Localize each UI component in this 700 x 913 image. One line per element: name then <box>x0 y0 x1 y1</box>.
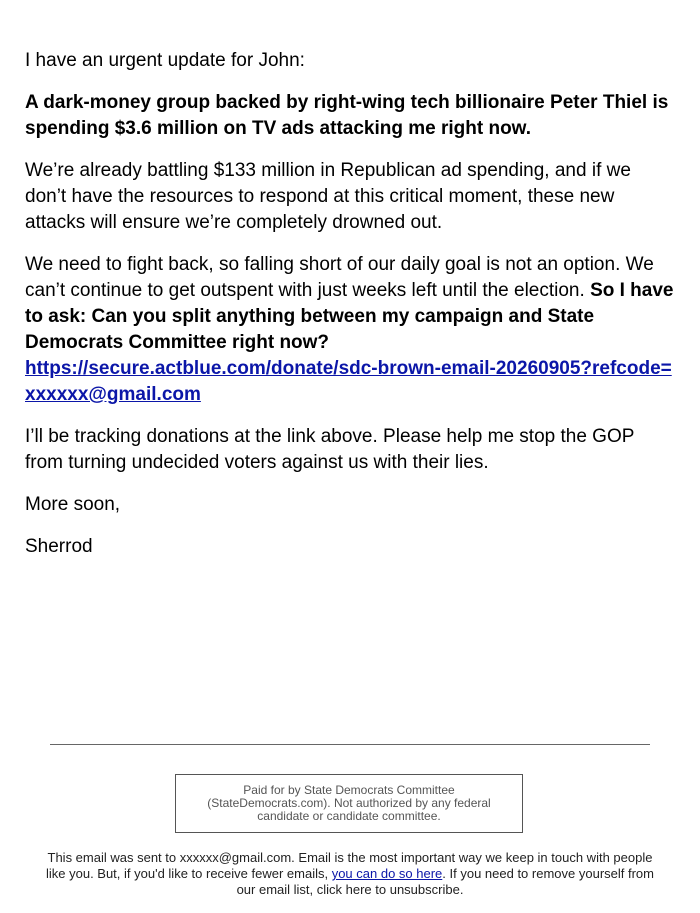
sent-to-middle: . Email is the most important way we keep in touch with people like you. But, if you'd like to receive fewer emails, <box>45 850 653 881</box>
signoff: More soon, <box>25 494 121 515</box>
signature: Sherrod <box>25 536 93 557</box>
paid-for-disclaimer <box>175 774 523 833</box>
paragraph-resources: We’re already battling $133 million in Republican ad spending, and if we don’t have the resources to respond at this critical moment, these new attacks will ensure we’re completely drowned out. <box>25 160 631 233</box>
paragraph-fight-back <box>25 252 675 408</box>
footer-divider <box>50 744 650 745</box>
headline: A dark-money group backed by right-wing tech billionaire Peter Thiel is spending $3.6 million on TV ads attacking me right now. <box>25 92 669 139</box>
donate-link[interactable]: https://secure.actblue.com/donate/sdc-brown-email-20260905?refcode=xxxxxx@gmail.com <box>25 358 672 405</box>
greeting: I have an urgent update for John: <box>25 50 305 71</box>
email-body <box>25 48 675 576</box>
ask-text: So I have to ask: Can you split anything between my campaign and State Democrats Committee right now? <box>25 280 674 353</box>
unsubscribe-text[interactable]: . If you need to remove yourself from our email list, click here to unsubscribe. <box>236 866 654 897</box>
sent-to-prefix: This email was sent to <box>47 850 180 865</box>
fewer-emails-link[interactable]: you can do so here <box>331 866 443 881</box>
recipient-email: xxxxxx@gmail.com <box>179 850 292 865</box>
paragraph-tracking: I’ll be tracking donations at the link above. Please help me stop the GOP from turning undecided voters against us with their lies. <box>25 426 635 473</box>
disclaimer-text: Paid for by State Democrats Committee (StateDemocrats.com). Not authorized by any federal candidate or candidate committee. <box>207 783 491 823</box>
fight-back-text: We need to fight back, so falling short of our daily goal is not an option. We can’t continue to get outspent with just weeks left until the election. <box>25 254 654 301</box>
footer-text <box>40 850 660 898</box>
